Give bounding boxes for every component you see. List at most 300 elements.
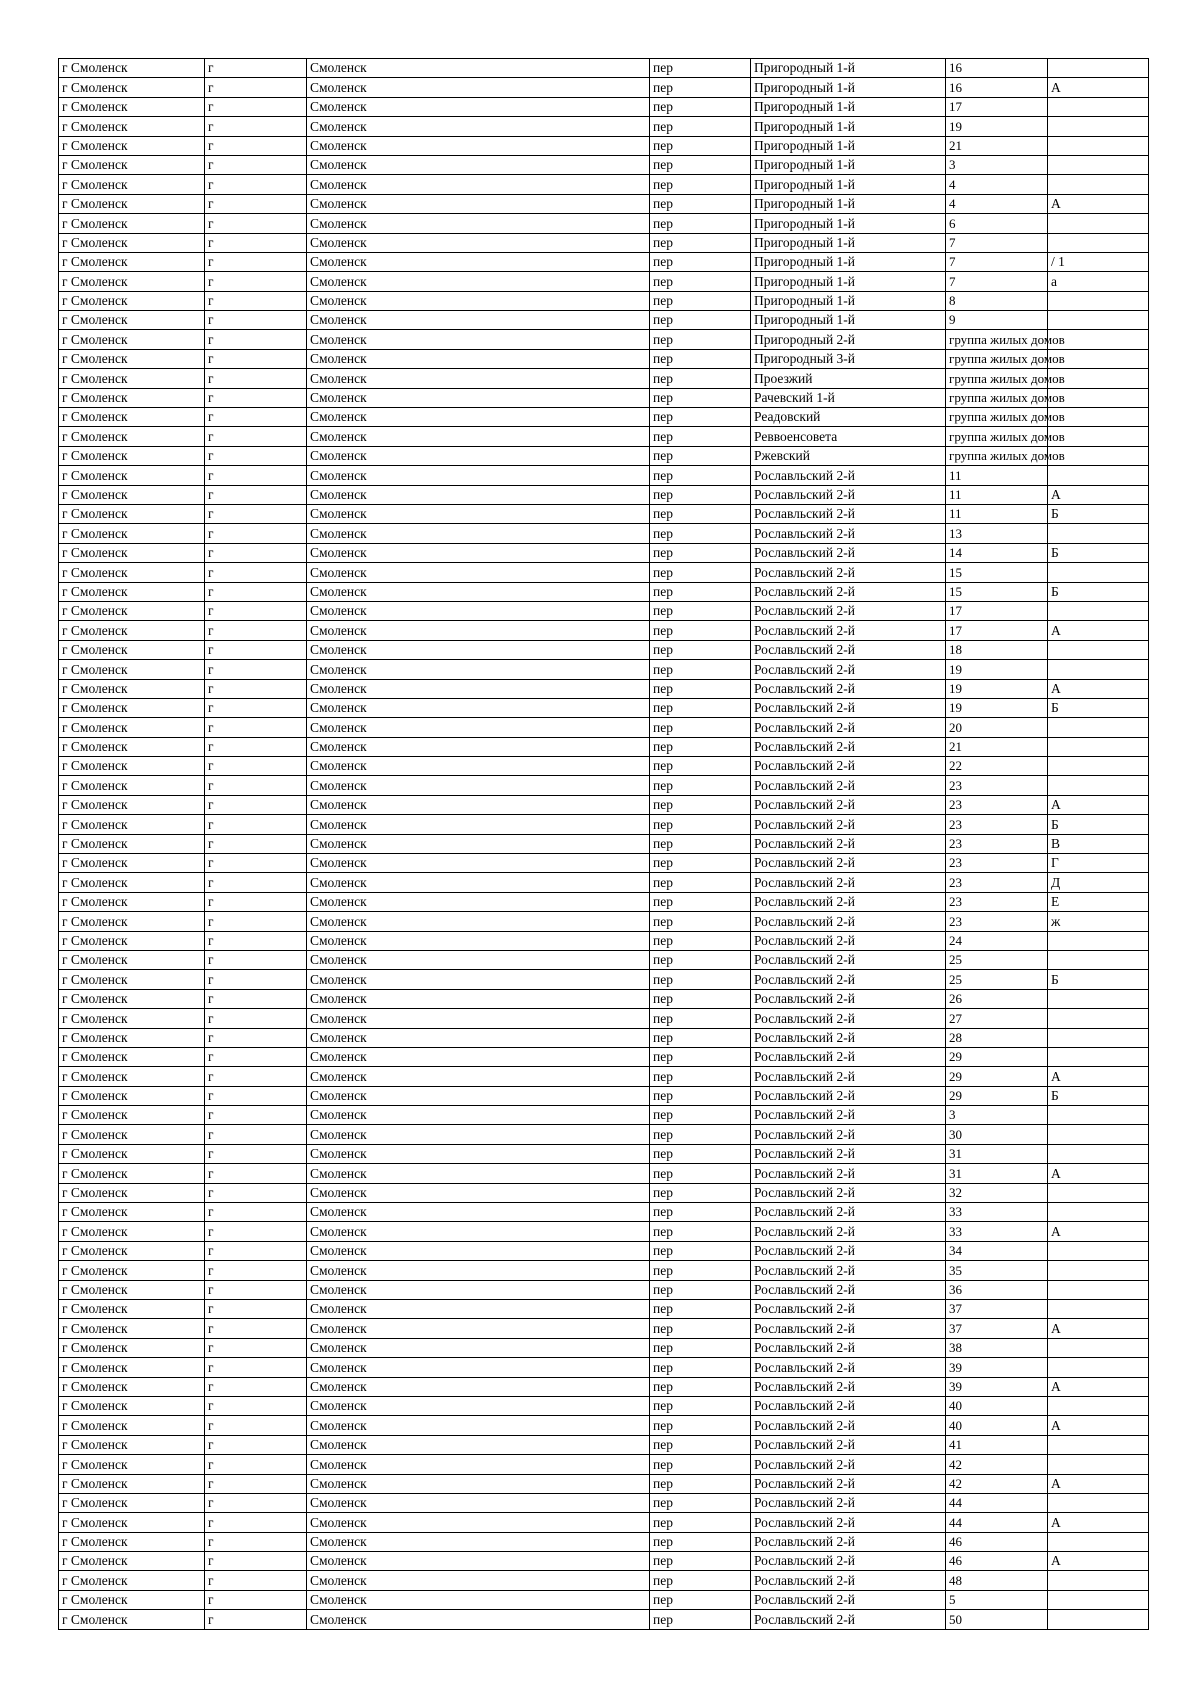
cell-type: г — [205, 252, 307, 271]
cell-city: г Смоленск — [59, 1571, 205, 1590]
cell-street: Рославльский 2-й — [751, 582, 946, 601]
cell-type: г — [205, 970, 307, 989]
cell-street-type: пер — [650, 1125, 751, 1144]
cell-house: 18 — [946, 640, 1048, 659]
cell-house: 23 — [946, 854, 1048, 873]
cell-city: г Смоленск — [59, 427, 205, 446]
cell-street-type: пер — [650, 1416, 751, 1435]
table-row — [59, 854, 1149, 873]
cell-street-type: пер — [650, 524, 751, 543]
cell-city: г Смоленск — [59, 349, 205, 368]
cell-street-type: пер — [650, 427, 751, 446]
table-row — [59, 1513, 1149, 1532]
cell-type: г — [205, 1261, 307, 1280]
cell-house: 11 — [946, 504, 1048, 523]
cell-street-type: пер — [650, 621, 751, 640]
cell-type: г — [205, 194, 307, 213]
cell-settlement: Смоленск — [307, 466, 650, 485]
cell-city: г Смоленск — [59, 233, 205, 252]
cell-settlement: Смоленск — [307, 1164, 650, 1183]
cell-street: Рославльский 2-й — [751, 1377, 946, 1396]
cell-street: Пригородный 1-й — [751, 194, 946, 213]
table-row — [59, 776, 1149, 795]
cell-type: г — [205, 679, 307, 698]
table-row — [59, 1106, 1149, 1125]
cell-house: 4 — [946, 194, 1048, 213]
cell-settlement: Смоленск — [307, 621, 650, 640]
cell-building — [1048, 931, 1149, 950]
cell-city: г Смоленск — [59, 640, 205, 659]
cell-street-type: пер — [650, 1532, 751, 1551]
cell-settlement: Смоленск — [307, 214, 650, 233]
cell-building — [1048, 1028, 1149, 1047]
cell-building — [1048, 989, 1149, 1008]
table-row — [59, 427, 1149, 446]
table-row — [59, 757, 1149, 776]
cell-settlement: Смоленск — [307, 427, 650, 446]
cell-building — [1048, 1280, 1149, 1299]
cell-house: 19 — [946, 679, 1048, 698]
cell-house: 34 — [946, 1241, 1048, 1260]
cell-city: г Смоленск — [59, 970, 205, 989]
cell-settlement: Смоленск — [307, 1183, 650, 1202]
cell-house: 44 — [946, 1493, 1048, 1512]
cell-street: Рославльский 2-й — [751, 1319, 946, 1338]
cell-city: г Смоленск — [59, 1164, 205, 1183]
cell-house: 11 — [946, 485, 1048, 504]
table-row — [59, 873, 1149, 892]
cell-city: г Смоленск — [59, 252, 205, 271]
cell-street: Пригородный 1-й — [751, 59, 946, 78]
cell-settlement: Смоленск — [307, 543, 650, 562]
cell-city: г Смоленск — [59, 97, 205, 116]
table-row — [59, 388, 1149, 407]
cell-city: г Смоленск — [59, 1009, 205, 1028]
cell-city: г Смоленск — [59, 1513, 205, 1532]
cell-street: Рославльский 2-й — [751, 1571, 946, 1590]
cell-building — [1048, 1183, 1149, 1202]
cell-building: А — [1048, 1164, 1149, 1183]
cell-street: Рославльский 2-й — [751, 1261, 946, 1280]
table-row — [59, 155, 1149, 174]
cell-street-type: пер — [650, 834, 751, 853]
cell-city: г Смоленск — [59, 408, 205, 427]
table-row — [59, 1280, 1149, 1299]
cell-street-type: пер — [650, 931, 751, 950]
cell-settlement: Смоленск — [307, 582, 650, 601]
cell-street-type: пер — [650, 1203, 751, 1222]
cell-type: г — [205, 640, 307, 659]
cell-street-type: пер — [650, 873, 751, 892]
cell-building: А — [1048, 795, 1149, 814]
cell-settlement: Смоленск — [307, 59, 650, 78]
table-row — [59, 272, 1149, 291]
cell-settlement: Смоленск — [307, 1261, 650, 1280]
cell-house: группа жилых домов — [946, 446, 1048, 465]
cell-city: г Смоленск — [59, 563, 205, 582]
cell-house: 23 — [946, 815, 1048, 834]
cell-street-type: пер — [650, 1571, 751, 1590]
cell-building: Е — [1048, 892, 1149, 911]
cell-building — [1048, 718, 1149, 737]
cell-house: группа жилых домов — [946, 427, 1048, 446]
cell-house: 40 — [946, 1416, 1048, 1435]
cell-street-type: пер — [650, 388, 751, 407]
cell-house: 4 — [946, 175, 1048, 194]
cell-building — [1048, 233, 1149, 252]
cell-house: 14 — [946, 543, 1048, 562]
cell-type: г — [205, 834, 307, 853]
cell-street: Рославльский 2-й — [751, 1610, 946, 1629]
table-row — [59, 59, 1149, 78]
cell-type: г — [205, 931, 307, 950]
cell-street-type: пер — [650, 1513, 751, 1532]
cell-city: г Смоленск — [59, 330, 205, 349]
cell-type: г — [205, 776, 307, 795]
cell-street: Пригородный 2-й — [751, 330, 946, 349]
cell-settlement: Смоленск — [307, 698, 650, 717]
cell-type: г — [205, 1067, 307, 1086]
cell-city: г Смоленск — [59, 117, 205, 136]
cell-house: 21 — [946, 737, 1048, 756]
cell-settlement: Смоленск — [307, 252, 650, 271]
table-row — [59, 1338, 1149, 1357]
cell-street-type: пер — [650, 1261, 751, 1280]
table-row — [59, 582, 1149, 601]
cell-house: 25 — [946, 970, 1048, 989]
cell-type: г — [205, 427, 307, 446]
cell-type: г — [205, 698, 307, 717]
cell-house: 17 — [946, 621, 1048, 640]
cell-street: Пригородный 1-й — [751, 155, 946, 174]
cell-street: Рославльский 2-й — [751, 1416, 946, 1435]
cell-building — [1048, 1203, 1149, 1222]
table-row — [59, 1222, 1149, 1241]
cell-settlement: Смоленск — [307, 504, 650, 523]
cell-street: Рославльский 2-й — [751, 504, 946, 523]
table-row — [59, 543, 1149, 562]
cell-house: 9 — [946, 311, 1048, 330]
cell-building — [1048, 1300, 1149, 1319]
cell-street-type: пер — [650, 776, 751, 795]
cell-city: г Смоленск — [59, 1358, 205, 1377]
cell-city: г Смоленск — [59, 1047, 205, 1066]
cell-street-type: пер — [650, 1106, 751, 1125]
table-row — [59, 349, 1149, 368]
cell-city: г Смоленск — [59, 1474, 205, 1493]
cell-house: группа жилых домов — [946, 388, 1048, 407]
cell-street: Рославльский 2-й — [751, 485, 946, 504]
cell-type: г — [205, 175, 307, 194]
cell-type: г — [205, 1300, 307, 1319]
cell-type: г — [205, 989, 307, 1008]
cell-street-type: пер — [650, 640, 751, 659]
cell-house: 39 — [946, 1377, 1048, 1396]
cell-street: Рославльский 2-й — [751, 1125, 946, 1144]
cell-house: 27 — [946, 1009, 1048, 1028]
cell-settlement: Смоленск — [307, 1144, 650, 1163]
table-row — [59, 446, 1149, 465]
cell-settlement: Смоленск — [307, 601, 650, 620]
cell-type: г — [205, 582, 307, 601]
cell-street: Рославльский 2-й — [751, 1067, 946, 1086]
cell-type: г — [205, 1009, 307, 1028]
cell-street-type: пер — [650, 989, 751, 1008]
cell-house: 7 — [946, 233, 1048, 252]
cell-building: А — [1048, 1319, 1149, 1338]
cell-city: г Смоленск — [59, 1610, 205, 1629]
cell-building — [1048, 1493, 1149, 1512]
cell-street-type: пер — [650, 970, 751, 989]
cell-house: 46 — [946, 1552, 1048, 1571]
cell-house: 37 — [946, 1319, 1048, 1338]
cell-house: 3 — [946, 155, 1048, 174]
cell-type: г — [205, 854, 307, 873]
cell-city: г Смоленск — [59, 1241, 205, 1260]
cell-house: 7 — [946, 272, 1048, 291]
cell-settlement: Смоленск — [307, 563, 650, 582]
cell-house: 33 — [946, 1222, 1048, 1241]
cell-type: г — [205, 1144, 307, 1163]
cell-settlement: Смоленск — [307, 776, 650, 795]
cell-settlement: Смоленск — [307, 1435, 650, 1454]
table-row — [59, 233, 1149, 252]
cell-street: Рославльский 2-й — [751, 1396, 946, 1415]
cell-city: г Смоленск — [59, 1203, 205, 1222]
cell-house: 37 — [946, 1300, 1048, 1319]
cell-settlement: Смоленск — [307, 737, 650, 756]
cell-street-type: пер — [650, 1435, 751, 1454]
cell-street-type: пер — [650, 504, 751, 523]
cell-street: Рославльский 2-й — [751, 873, 946, 892]
cell-type: г — [205, 97, 307, 116]
cell-street-type: пер — [650, 233, 751, 252]
table-row — [59, 1241, 1149, 1260]
cell-street-type: пер — [650, 349, 751, 368]
cell-settlement: Смоленск — [307, 970, 650, 989]
cell-street-type: пер — [650, 1377, 751, 1396]
table-row — [59, 1396, 1149, 1415]
cell-house: 25 — [946, 950, 1048, 969]
cell-street-type: пер — [650, 59, 751, 78]
cell-city: г Смоленск — [59, 1493, 205, 1512]
cell-street-type: пер — [650, 1164, 751, 1183]
table-row — [59, 1300, 1149, 1319]
cell-settlement: Смоленск — [307, 660, 650, 679]
cell-building — [1048, 1106, 1149, 1125]
cell-settlement: Смоленск — [307, 349, 650, 368]
table-row — [59, 136, 1149, 155]
cell-city: г Смоленск — [59, 194, 205, 213]
cell-building — [1048, 1610, 1149, 1629]
cell-settlement: Смоленск — [307, 524, 650, 543]
cell-settlement: Смоленск — [307, 1319, 650, 1338]
cell-type: г — [205, 1106, 307, 1125]
cell-type: г — [205, 408, 307, 427]
cell-house: 16 — [946, 59, 1048, 78]
cell-settlement: Смоленск — [307, 1590, 650, 1609]
cell-building: Г — [1048, 854, 1149, 873]
cell-type: г — [205, 155, 307, 174]
cell-city: г Смоленск — [59, 873, 205, 892]
cell-settlement: Смоленск — [307, 1222, 650, 1241]
cell-settlement: Смоленск — [307, 912, 650, 931]
cell-settlement: Смоленск — [307, 834, 650, 853]
cell-street-type: пер — [650, 757, 751, 776]
cell-type: г — [205, 369, 307, 388]
cell-building — [1048, 1571, 1149, 1590]
cell-street: Рославльский 2-й — [751, 1164, 946, 1183]
cell-house: 29 — [946, 1047, 1048, 1066]
cell-city: г Смоленск — [59, 912, 205, 931]
cell-settlement: Смоленск — [307, 136, 650, 155]
cell-type: г — [205, 1164, 307, 1183]
cell-type: г — [205, 718, 307, 737]
cell-city: г Смоленск — [59, 1183, 205, 1202]
cell-city: г Смоленск — [59, 601, 205, 620]
cell-settlement: Смоленск — [307, 1280, 650, 1299]
cell-street-type: пер — [650, 737, 751, 756]
cell-street: Рославльский 2-й — [751, 1106, 946, 1125]
cell-type: г — [205, 1222, 307, 1241]
cell-city: г Смоленск — [59, 485, 205, 504]
cell-type: г — [205, 873, 307, 892]
cell-street: Рославльский 2-й — [751, 621, 946, 640]
cell-type: г — [205, 815, 307, 834]
cell-type: г — [205, 446, 307, 465]
cell-street-type: пер — [650, 698, 751, 717]
cell-building: В — [1048, 834, 1149, 853]
cell-type: г — [205, 1358, 307, 1377]
cell-house: 23 — [946, 873, 1048, 892]
cell-city: г Смоленск — [59, 1028, 205, 1047]
cell-city: г Смоленск — [59, 466, 205, 485]
cell-settlement: Смоленск — [307, 330, 650, 349]
cell-type: г — [205, 291, 307, 310]
table-row — [59, 408, 1149, 427]
cell-street-type: пер — [650, 1241, 751, 1260]
cell-type: г — [205, 601, 307, 620]
cell-house: 23 — [946, 776, 1048, 795]
cell-house: 23 — [946, 912, 1048, 931]
cell-building — [1048, 660, 1149, 679]
cell-building — [1048, 175, 1149, 194]
cell-street: Рославльский 2-й — [751, 1590, 946, 1609]
cell-street-type: пер — [650, 718, 751, 737]
cell-building — [1048, 1338, 1149, 1357]
cell-city: г Смоленск — [59, 78, 205, 97]
cell-building — [1048, 1144, 1149, 1163]
cell-house: группа жилых домов — [946, 349, 1048, 368]
cell-type: г — [205, 311, 307, 330]
cell-street: Пригородный 1-й — [751, 311, 946, 330]
cell-city: г Смоленск — [59, 1144, 205, 1163]
cell-street-type: пер — [650, 1493, 751, 1512]
cell-type: г — [205, 1125, 307, 1144]
cell-city: г Смоленск — [59, 1125, 205, 1144]
cell-house: 23 — [946, 795, 1048, 814]
cell-house: 44 — [946, 1513, 1048, 1532]
cell-building: Б — [1048, 543, 1149, 562]
cell-city: г Смоленск — [59, 311, 205, 330]
cell-street-type: пер — [650, 950, 751, 969]
cell-type: г — [205, 136, 307, 155]
cell-building — [1048, 97, 1149, 116]
cell-street: Рославльский 2-й — [751, 640, 946, 659]
cell-city: г Смоленск — [59, 1319, 205, 1338]
table-row — [59, 311, 1149, 330]
table-row — [59, 1319, 1149, 1338]
cell-city: г Смоленск — [59, 815, 205, 834]
cell-house: группа жилых домов — [946, 330, 1048, 349]
cell-type: г — [205, 214, 307, 233]
cell-type: г — [205, 1474, 307, 1493]
cell-settlement: Смоленск — [307, 233, 650, 252]
table-row — [59, 1571, 1149, 1590]
cell-settlement: Смоленск — [307, 1009, 650, 1028]
cell-settlement: Смоленск — [307, 1300, 650, 1319]
cell-street: Рославльский 2-й — [751, 1280, 946, 1299]
cell-type: г — [205, 1338, 307, 1357]
cell-street: Рославльский 2-й — [751, 543, 946, 562]
table-row — [59, 1086, 1149, 1105]
cell-building — [1048, 1396, 1149, 1415]
cell-street: Рославльский 2-й — [751, 524, 946, 543]
cell-settlement: Смоленск — [307, 640, 650, 659]
cell-city: г Смоленск — [59, 1222, 205, 1241]
cell-street-type: пер — [650, 1319, 751, 1338]
cell-street: Рачевский 1-й — [751, 388, 946, 407]
cell-street: Рославльский 2-й — [751, 1300, 946, 1319]
cell-type: г — [205, 1047, 307, 1066]
table-row — [59, 660, 1149, 679]
cell-settlement: Смоленск — [307, 1047, 650, 1066]
cell-city: г Смоленск — [59, 679, 205, 698]
cell-city: г Смоленск — [59, 698, 205, 717]
cell-building: Б — [1048, 970, 1149, 989]
cell-settlement: Смоленск — [307, 1067, 650, 1086]
cell-settlement: Смоленск — [307, 892, 650, 911]
cell-type: г — [205, 1028, 307, 1047]
cell-street: Рославльский 2-й — [751, 1028, 946, 1047]
cell-building: А — [1048, 1222, 1149, 1241]
cell-settlement: Смоленск — [307, 272, 650, 291]
cell-type: г — [205, 1280, 307, 1299]
cell-type: г — [205, 892, 307, 911]
address-table-body — [59, 59, 1149, 1630]
cell-street: Рославльский 2-й — [751, 1552, 946, 1571]
cell-street: Рославльский 2-й — [751, 854, 946, 873]
cell-building — [1048, 950, 1149, 969]
cell-house: 8 — [946, 291, 1048, 310]
cell-city: г Смоленск — [59, 272, 205, 291]
cell-street-type: пер — [650, 155, 751, 174]
cell-street: Пригородный 1-й — [751, 233, 946, 252]
cell-street-type: пер — [650, 854, 751, 873]
table-row — [59, 485, 1149, 504]
cell-building: а — [1048, 272, 1149, 291]
cell-building: Б — [1048, 698, 1149, 717]
cell-street: Рославльский 2-й — [751, 1435, 946, 1454]
cell-settlement: Смоленск — [307, 97, 650, 116]
cell-house: 23 — [946, 892, 1048, 911]
cell-street-type: пер — [650, 311, 751, 330]
cell-settlement: Смоленск — [307, 1203, 650, 1222]
cell-settlement: Смоленск — [307, 117, 650, 136]
cell-city: г Смоленск — [59, 931, 205, 950]
table-row — [59, 1552, 1149, 1571]
cell-house: 35 — [946, 1261, 1048, 1280]
